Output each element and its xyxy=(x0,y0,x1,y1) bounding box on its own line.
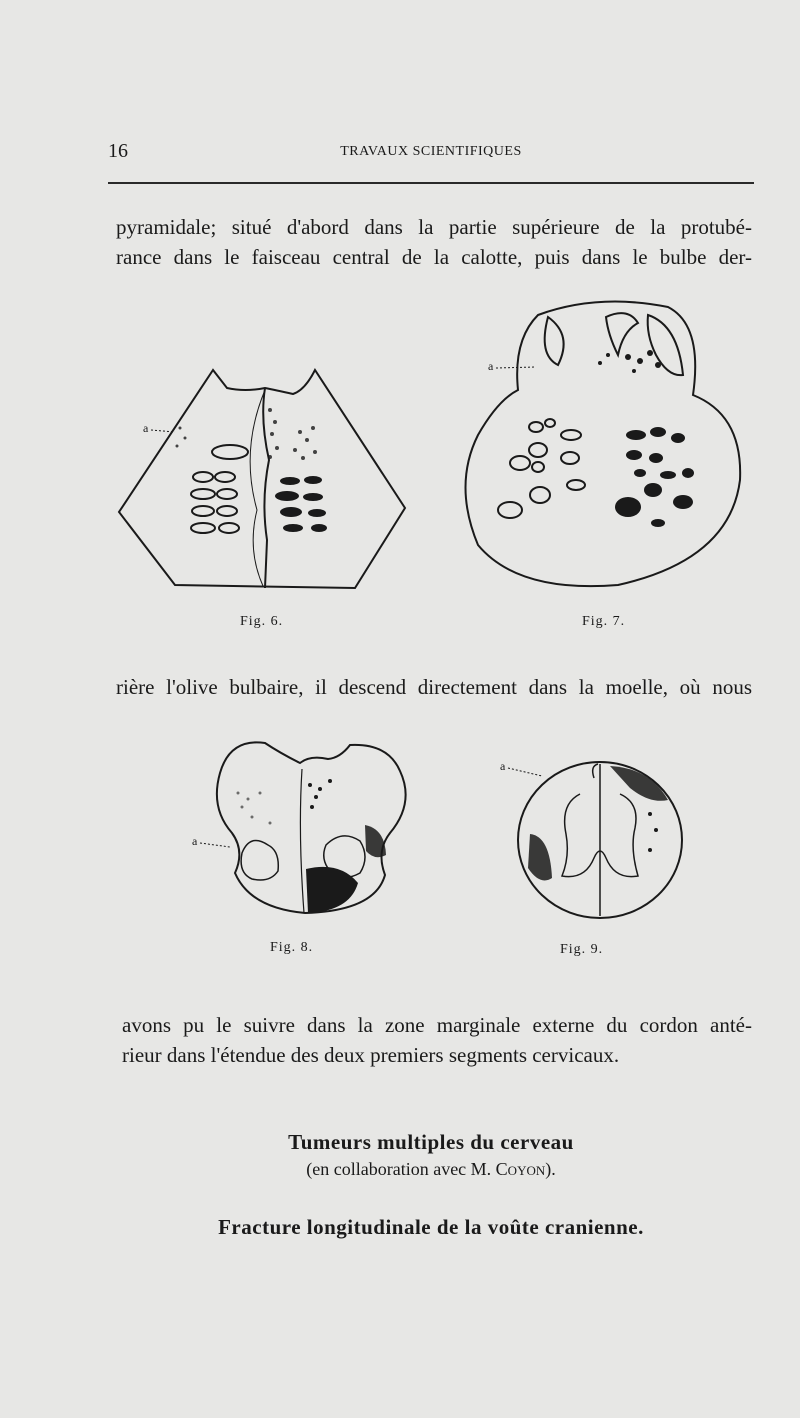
section-1 xyxy=(108,1130,754,1180)
figure-7-caption: Fig. 7. xyxy=(582,614,626,629)
figure-8-marker: a xyxy=(192,834,198,848)
section-1-subtitle-suffix: ). xyxy=(545,1159,556,1179)
figure-7 xyxy=(458,295,748,595)
section-1-subtitle xyxy=(108,1159,754,1180)
page-number: 16 xyxy=(108,140,128,162)
section-2-title: Fracture longitudinale de la voûte cranienne. xyxy=(218,1215,644,1239)
section-1-subtitle-prefix: (en collaboration avec M. xyxy=(306,1159,496,1179)
paragraph-1-line-2: rance dans le faisceau central de la calotte, puis dans le bulbe der- xyxy=(116,245,752,269)
figure-9-caption: Fig. 9. xyxy=(560,942,604,957)
page-header xyxy=(108,140,754,164)
figure-8-caption: Fig. 8. xyxy=(270,940,314,955)
paragraph-3 xyxy=(122,1010,752,1070)
figure-6-drawing xyxy=(115,360,410,590)
running-title: TRAVAUX SCIENTIFIQUES xyxy=(340,144,522,159)
paragraph-1 xyxy=(116,212,752,272)
paragraph-3-line-2: rieur dans l'étendue des deux premiers segments cervicaux. xyxy=(122,1043,620,1067)
paragraph-3-line-1: avons pu le suivre dans la zone marginale externe du cordon anté- xyxy=(122,1013,752,1037)
section-1-subtitle-name: Coyon xyxy=(495,1159,546,1179)
figure-8 xyxy=(190,733,420,923)
figure-6-caption: Fig. 6. xyxy=(240,614,284,629)
figure-7-drawing xyxy=(458,295,748,595)
section-1-title: Tumeurs multiples du cerveau xyxy=(288,1130,574,1154)
figure-9-marker: a xyxy=(500,759,506,773)
figure-9-drawing xyxy=(490,748,700,928)
paragraph-2-line-1: rière l'olive bulbaire, il descend directement dans la moelle, où nous xyxy=(116,675,752,699)
figure-6 xyxy=(115,360,410,590)
figure-9 xyxy=(490,748,700,928)
figure-8-drawing xyxy=(190,733,420,923)
section-2 xyxy=(108,1215,754,1240)
paragraph-2 xyxy=(116,672,752,702)
paragraph-1-line-1: pyramidale; situé d'abord dans la partie supérieure de la protubé- xyxy=(116,215,752,239)
header-rule xyxy=(108,182,754,184)
figure-6-marker: a xyxy=(143,421,149,435)
figure-7-marker: a xyxy=(488,359,494,373)
